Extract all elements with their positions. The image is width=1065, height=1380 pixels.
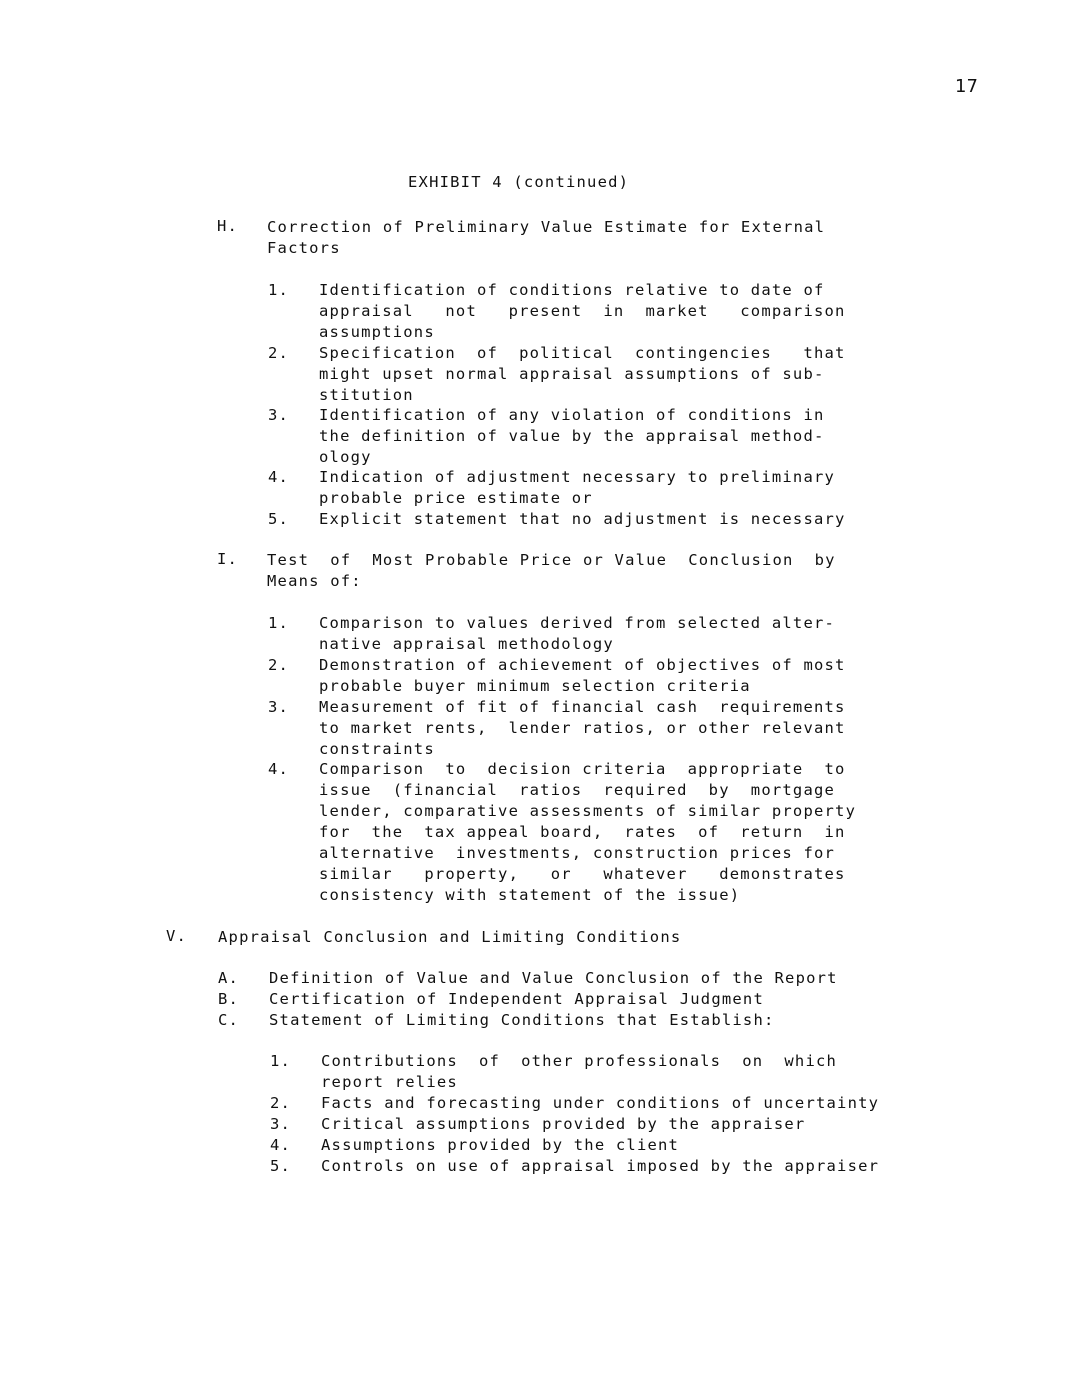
- item-line: consistency with statement of the issue): [319, 886, 741, 904]
- item-line: Measurement of fit of financial cash requirements: [319, 698, 846, 716]
- item-number: 5.: [268, 510, 290, 528]
- item-line: Identification of any violation of conditions in: [319, 406, 825, 424]
- item-number: 1.: [270, 1052, 292, 1070]
- item-line: stitution: [319, 386, 414, 404]
- subsection-label: A.: [218, 969, 240, 987]
- item-line: probable buyer minimum selection criteria: [319, 677, 751, 695]
- item-line: report relies: [321, 1073, 458, 1091]
- item-line: might upset normal appraisal assumptions of sub-: [319, 365, 825, 383]
- item-line: the definition of value by the appraisal method-: [319, 427, 825, 445]
- section-h-label: H.: [217, 217, 239, 235]
- item-line: constraints: [319, 740, 435, 758]
- section-v-label: V.: [166, 927, 188, 945]
- exhibit-title: EXHIBIT 4 (continued): [408, 173, 630, 191]
- item-number: 2.: [268, 656, 290, 674]
- subsection-text: Statement of Limiting Conditions that Establish:: [269, 1011, 775, 1029]
- item-line: Identification of conditions relative to date of: [319, 281, 825, 299]
- item-line: Facts and forecasting under conditions of uncertainty: [321, 1094, 880, 1112]
- subsection-text: Definition of Value and Value Conclusion of the Report: [269, 969, 838, 987]
- item-line: issue (financial ratios required by mortgage: [319, 781, 836, 799]
- item-number: 4.: [268, 468, 290, 486]
- item-line: Specification of political contingencies that: [319, 344, 846, 362]
- subsection-label: B.: [218, 990, 240, 1008]
- item-line: appraisal not present in market comparison: [319, 302, 846, 320]
- section-i-label: I.: [217, 550, 239, 568]
- item-line: Comparison to decision criteria appropriate to: [319, 760, 846, 778]
- item-number: 1.: [268, 281, 290, 299]
- item-number: 3.: [270, 1115, 292, 1133]
- section-i-title: [267, 550, 836, 592]
- item-line: alternative investments, construction prices for: [319, 844, 836, 862]
- item-line: Comparison to values derived from selected alter-: [319, 614, 836, 632]
- item-number: 2.: [270, 1094, 292, 1112]
- item-number: 5.: [270, 1157, 292, 1175]
- item-number: 4.: [270, 1136, 292, 1154]
- section-i-title-line: Means of:: [267, 572, 362, 590]
- item-line: Contributions of other professionals on which: [321, 1052, 838, 1070]
- item-number: 2.: [268, 344, 290, 362]
- subsection-text: Certification of Independent Appraisal Judgment: [269, 990, 764, 1008]
- item-line: Explicit statement that no adjustment is necessary: [319, 510, 846, 528]
- item-line: Demonstration of achievement of objectives of most: [319, 656, 846, 674]
- item-line: Controls on use of appraisal imposed by the appraiser: [321, 1157, 880, 1175]
- item-line: to market rents, lender ratios, or other relevant: [319, 719, 846, 737]
- section-i-title-line: Test of Most Probable Price or Value Conclusion by: [267, 551, 836, 569]
- subsection-label: C.: [218, 1011, 240, 1029]
- item-line: native appraisal methodology: [319, 635, 614, 653]
- item-line: similar property, or whatever demonstrates: [319, 865, 846, 883]
- section-h-title-line: Correction of Preliminary Value Estimate for External: [267, 218, 826, 236]
- item-number: 3.: [268, 406, 290, 424]
- section-v-title: Appraisal Conclusion and Limiting Conditions: [218, 928, 682, 946]
- section-h-title: [267, 217, 825, 259]
- item-line: probable price estimate or: [319, 489, 593, 507]
- item-line: Assumptions provided by the client: [321, 1136, 680, 1154]
- item-line: ology: [319, 448, 372, 466]
- page-number: 17: [955, 76, 978, 97]
- section-h-title-line: Factors: [267, 239, 341, 257]
- item-line: Indication of adjustment necessary to preliminary: [319, 468, 836, 486]
- item-line: for the tax appeal board, rates of return in: [319, 823, 846, 841]
- item-line: lender, comparative assessments of similar property: [319, 802, 857, 820]
- item-number: 3.: [268, 698, 290, 716]
- item-line: Critical assumptions provided by the appraiser: [321, 1115, 806, 1133]
- item-line: assumptions: [319, 323, 435, 341]
- item-number: 1.: [268, 614, 290, 632]
- item-number: 4.: [268, 760, 290, 778]
